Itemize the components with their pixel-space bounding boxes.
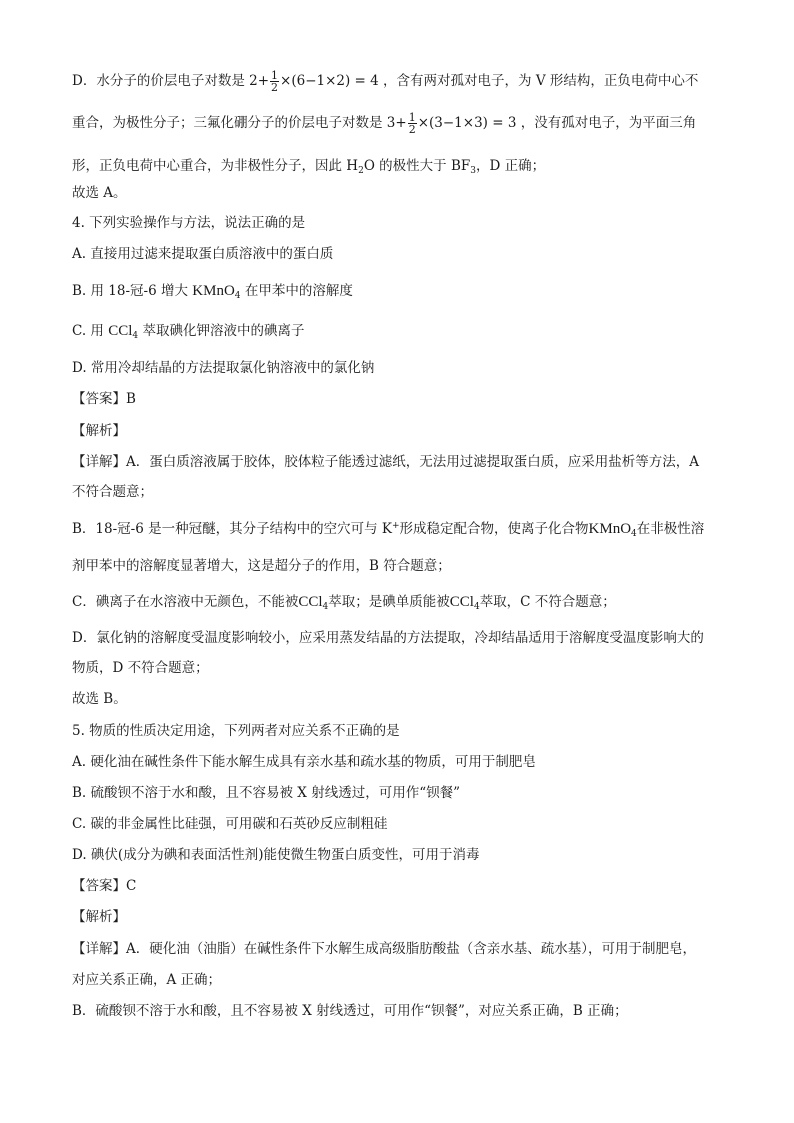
text: 形成稳定配合物，使离子化合物: [399, 521, 589, 537]
text: D．水分子的价层电子对数是: [72, 73, 245, 89]
superscript: +: [391, 521, 400, 531]
q4-detail-a-line2: 不符合题意；: [72, 484, 153, 500]
fraction-numerator: 1: [408, 111, 416, 124]
q4-option-a: A. 直接用过滤来提取蛋白质溶液中的蛋白质: [72, 246, 334, 262]
q4-detail-d-line1: D．氯化钠的溶解度受温度影响较小，应采用蒸发结晶的方法提取，冷却结晶适用于溶解度受温度影响大的: [72, 630, 704, 646]
q5-option-a: A. 硬化油在碱性条件下能水解生成具有亲水基和疏水基的物质，可用于制肥皂: [72, 754, 536, 770]
q4-detail-d-line2: 物质，D 不符合题意；: [72, 660, 209, 676]
text: 在甲苯中的溶解度: [244, 283, 353, 299]
text: ，D 正确；: [476, 158, 546, 174]
text: C. 用: [72, 323, 104, 339]
q4-detail-c: [72, 592, 616, 612]
q4-choice: 故选 B。: [72, 691, 127, 707]
chem-formula: CCl: [108, 323, 133, 339]
text: ，没有孤对电子，为平面三角: [520, 115, 697, 131]
math-expr: ×(3−1×3) = 3: [417, 115, 517, 131]
text: O 的极性大于 BF: [363, 158, 471, 174]
math-expr: ×(6−1×2) = 4: [280, 73, 379, 89]
subscript: 3: [470, 166, 476, 176]
text: ，含有两对孤对电子，为 V 形结构，正负电荷中心不: [383, 73, 699, 89]
q4-option-c: [72, 321, 304, 341]
chem-formula: CCl: [298, 594, 323, 610]
subscript: 4: [631, 529, 637, 539]
subscript: 4: [132, 331, 139, 341]
q4-detail-b-line1: [72, 519, 704, 539]
q5-detail-b: B．硫酸钡不溶于水和酸，且不容易被 X 射线透过，可用作“钡餐”，对应关系正确，B 正确；: [72, 1003, 628, 1019]
q4-stem: 4. 下列实验操作与方法，说法正确的是: [72, 215, 306, 231]
q5-answer: 【答案】C: [72, 878, 137, 894]
math-expr: 3+: [386, 115, 407, 131]
fraction: [270, 70, 279, 93]
q5-option-c: C. 碳的非金属性比硅强，可用碳和石英砂反应制粗硅: [72, 816, 388, 832]
q5-analysis-heading: 【解析】: [72, 909, 126, 925]
q5-option-d: D. 碘伏(成分为碘和表面活性剂)能使微生物蛋白质变性，可用于消毒: [72, 847, 480, 863]
text: B. 用 18-冠-6 增大: [72, 283, 188, 299]
fraction-numerator: 1: [271, 69, 279, 82]
subscript: 4: [473, 602, 480, 612]
q5-option-b: B. 硫酸钡不溶于水和酸，且不容易被 X 射线透过，可用作“钡餐”: [72, 785, 460, 801]
q4-detail-b-line2: 剂甲苯中的溶解度显著增大，这是超分子的作用，B 符合题意；: [72, 558, 451, 574]
q3-option-d-line2: [72, 112, 696, 135]
chem-formula: KMnO: [588, 521, 632, 537]
q4-analysis-heading: 【解析】: [72, 423, 126, 439]
chem-formula: KMnO: [192, 283, 235, 299]
math-expr: 2+: [249, 73, 270, 89]
q4-detail-a-line1: 【详解】A．蛋白质溶液属于胶体，胶体粒子能透过滤纸，无法用过滤提取蛋白质，应采用盐析等方法，A: [72, 454, 699, 470]
text: 萃取；是碘单质能被: [328, 594, 450, 610]
text: C．碘离子在水溶液中无颜色，不能被: [72, 594, 299, 610]
text: 在非极性溶: [636, 521, 705, 537]
fraction-denominator: 2: [408, 123, 416, 136]
text: B．18-冠-6 是一种冠醚，其分子结构中的空穴可与 K: [72, 521, 392, 537]
q5-detail-a-line2: 对应关系正确，A 正确；: [72, 972, 222, 988]
q3-choice: 故选 A。: [72, 185, 127, 201]
q4-option-b: [72, 281, 353, 301]
fraction-denominator: 2: [271, 81, 279, 94]
q4-option-d: D. 常用冷却结晶的方法提取氯化钠溶液中的氯化钠: [72, 360, 375, 376]
subscript: 4: [322, 602, 329, 612]
text: 重合，为极性分子；三氟化硼分子的价层电子对数是: [72, 115, 383, 131]
chem-formula: CCl: [449, 594, 474, 610]
text: 形，正负电荷中心重合，为非极性分子，因此 H: [72, 158, 359, 174]
q3-option-d-line3: [72, 156, 545, 176]
text: 萃取，C 不符合题意；: [479, 594, 616, 610]
subscript: 4: [234, 291, 241, 301]
text: 萃取碘化钾溶液中的碘离子: [142, 323, 305, 339]
fraction: [408, 112, 417, 135]
subscript: 2: [358, 166, 364, 176]
q3-option-d-line1: [72, 70, 698, 93]
q4-answer: 【答案】B: [72, 391, 136, 407]
q5-stem: 5. 物质的性质决定用途，下列两者对应关系不正确的是: [72, 723, 400, 739]
q5-detail-a-line1: 【详解】A．硬化油（油脂）在碱性条件下水解生成高级脂肪酸盐（含亲水基、疏水基），可用于制肥皂，: [72, 941, 696, 957]
